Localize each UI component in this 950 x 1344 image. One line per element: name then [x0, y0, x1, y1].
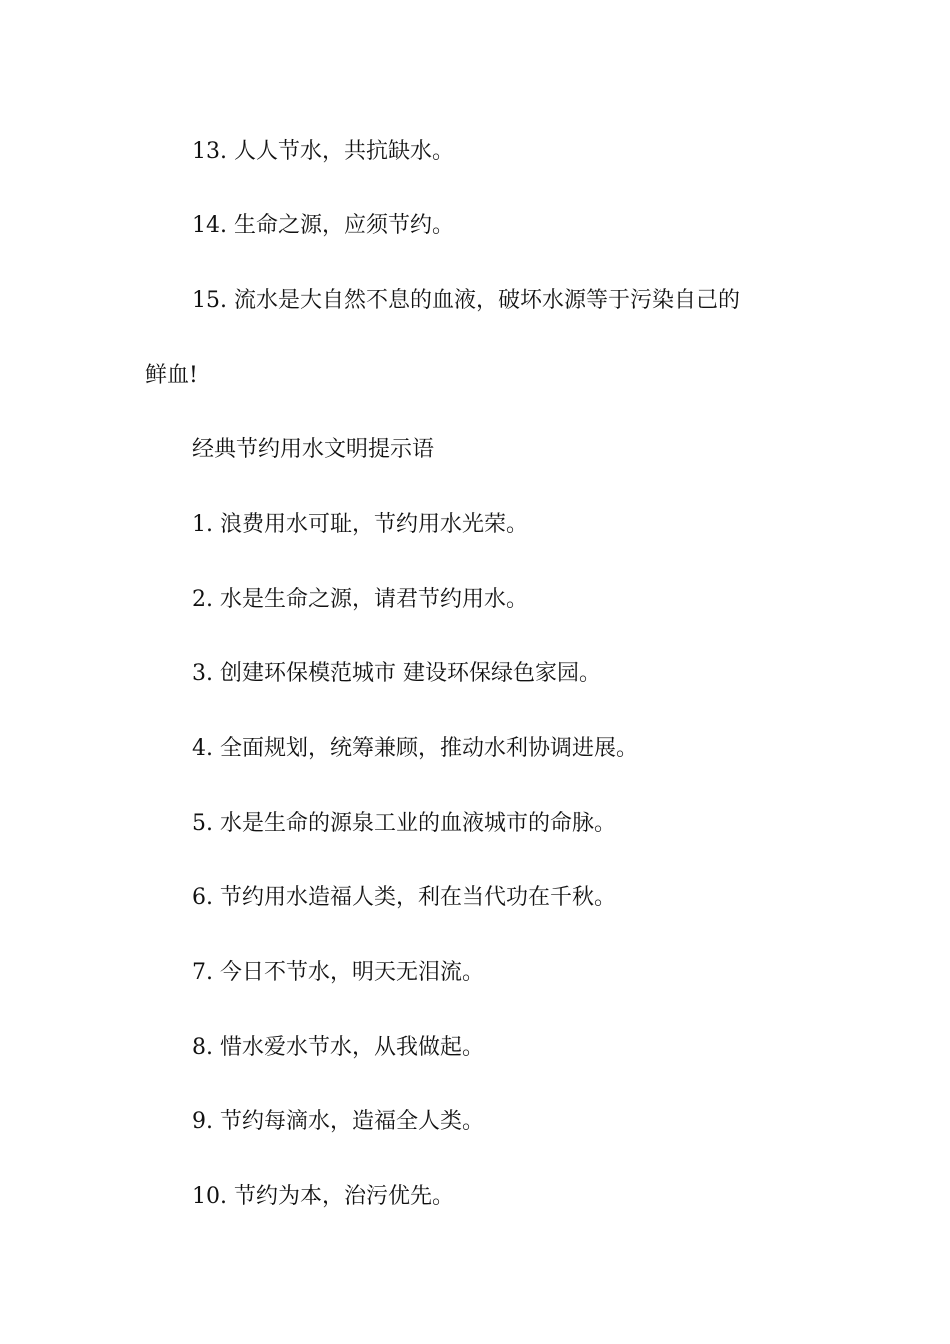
slogan-6: 6. 节约用水造福人类，利在当代功在千秋。 — [192, 885, 616, 910]
slogan-7: 7. 今日不节水，明天无泪流。 — [192, 960, 484, 985]
slogan-9: 9. 节约每滴水，造福全人类。 — [192, 1109, 484, 1134]
slogan-13: 13. 人人节水，共抗缺水。 — [192, 139, 454, 164]
slogan-15: 15. 流水是大自然不息的血液，破坏水源等于污染自己的 — [192, 288, 740, 313]
slogan-15-continuation: 鲜血! — [145, 363, 198, 388]
slogan-5: 5. 水是生命的源泉工业的血液城市的命脉。 — [192, 811, 616, 836]
slogan-14: 14. 生命之源，应须节约。 — [192, 213, 454, 238]
slogan-2: 2. 水是生命之源，请君节约用水。 — [192, 587, 528, 612]
slogan-10: 10. 节约为本，治污优先。 — [192, 1184, 454, 1209]
slogan-4: 4. 全面规划，统筹兼顾，推动水利协调进展。 — [192, 736, 638, 761]
slogan-8: 8. 惜水爱水节水，从我做起。 — [192, 1035, 484, 1060]
slogan-1: 1. 浪费用水可耻，节约用水光荣。 — [192, 512, 528, 537]
slogan-3: 3. 创建环保模范城市 建设环保绿色家园。 — [192, 661, 601, 686]
section-heading: 经典节约用水文明提示语 — [192, 437, 435, 462]
